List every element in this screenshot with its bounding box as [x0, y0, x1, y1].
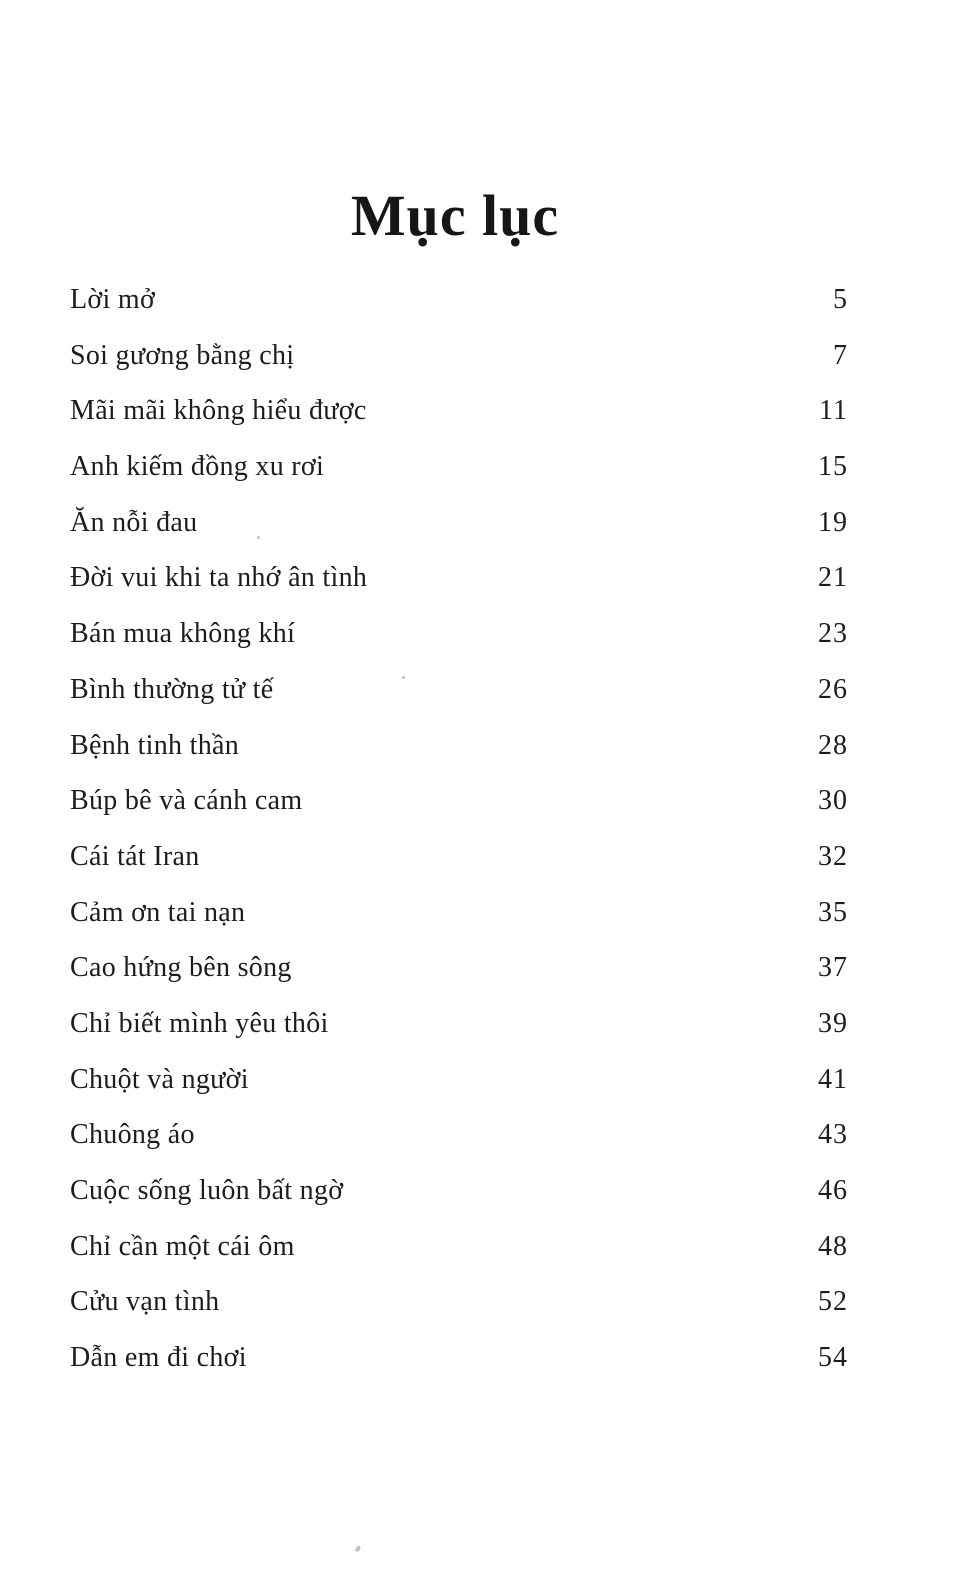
toc-row — [70, 272, 848, 328]
toc-row — [70, 885, 848, 941]
toc-entry-title: Bình thường tử tế — [70, 673, 274, 705]
toc-entry-title: Mãi mãi không hiểu được — [70, 395, 367, 427]
toc-entry-page-number: 21 — [818, 562, 848, 594]
toc-entry-title: Chỉ cần một cái ôm — [70, 1230, 295, 1262]
toc-entry-page-number: 48 — [818, 1230, 848, 1262]
toc-row — [70, 773, 848, 829]
toc-row — [70, 718, 848, 774]
toc-row — [70, 940, 848, 996]
toc-entry-title: Anh kiếm đồng xu rơi — [70, 451, 325, 483]
toc-row — [70, 495, 848, 551]
toc-entry-page-number: 11 — [819, 395, 848, 427]
toc-entry-page-number: 35 — [818, 896, 848, 928]
toc-entry-title: Chỉ biết mình yêu thôi — [70, 1007, 329, 1039]
toc-entry-title: Cao hứng bên sông — [70, 952, 292, 984]
toc-entry-page-number: 39 — [818, 1007, 848, 1039]
toc-entry-title: Bán mua không khí — [70, 618, 296, 650]
toc-row — [70, 1107, 848, 1163]
toc-entry-page-number: 7 — [833, 339, 848, 371]
toc-entry-title: Bệnh tinh thần — [70, 729, 240, 761]
toc-row — [70, 996, 848, 1052]
toc-entry-page-number: 19 — [818, 506, 848, 538]
scan-artifact — [257, 536, 260, 539]
toc-row — [70, 829, 848, 885]
page-title: Mục lục — [350, 182, 560, 248]
toc-entry-title: Cuộc sống luôn bất ngờ — [70, 1175, 344, 1206]
toc-entry-page-number: 28 — [818, 729, 848, 761]
toc-row — [70, 1219, 848, 1275]
toc-entry-page-number: 46 — [818, 1175, 848, 1206]
toc-entry-title: Ăn nỗi đau — [70, 506, 198, 538]
toc-entry-title: Soi gương bằng chị — [70, 339, 295, 371]
toc-entry-title: Cảm ơn tai nạn — [70, 896, 246, 928]
toc-list — [70, 272, 848, 1386]
toc-entry-title: Búp bê và cánh cam — [70, 785, 303, 817]
scan-artifact — [355, 1545, 362, 1552]
toc-entry-page-number: 15 — [818, 451, 848, 483]
toc-entry-page-number: 26 — [818, 673, 848, 705]
toc-entry-page-number: 30 — [818, 785, 848, 817]
toc-row — [70, 383, 848, 439]
toc-row — [70, 1330, 848, 1386]
toc-entry-page-number: 43 — [818, 1119, 848, 1151]
toc-entry-title: Cái tát Iran — [70, 840, 200, 872]
toc-row — [70, 1274, 848, 1330]
toc-entry-page-number: 37 — [818, 952, 848, 984]
toc-row — [70, 1163, 848, 1219]
toc-entry-page-number: 52 — [818, 1286, 848, 1318]
toc-entry-title: Chuông áo — [70, 1119, 195, 1151]
toc-row — [70, 606, 848, 662]
toc-entry-page-number: 23 — [818, 618, 848, 650]
toc-row — [70, 439, 848, 495]
toc-entry-title: Chuột và người — [70, 1063, 249, 1095]
toc-row — [70, 1052, 848, 1108]
toc-entry-title: Dẫn em đi chơi — [70, 1342, 247, 1374]
toc-entry-title: Lời mở — [70, 284, 156, 315]
toc-entry-page-number: 5 — [833, 284, 848, 315]
toc-row — [70, 550, 848, 606]
toc-entry-page-number: 41 — [818, 1063, 848, 1095]
toc-row — [70, 662, 848, 718]
toc-row — [70, 328, 848, 384]
toc-entry-page-number: 54 — [818, 1342, 848, 1374]
toc-entry-title: Cửu vạn tình — [70, 1286, 220, 1318]
toc-entry-page-number: 32 — [818, 840, 848, 872]
toc-entry-title: Đời vui khi ta nhớ ân tình — [70, 562, 368, 594]
scan-artifact — [402, 676, 405, 679]
